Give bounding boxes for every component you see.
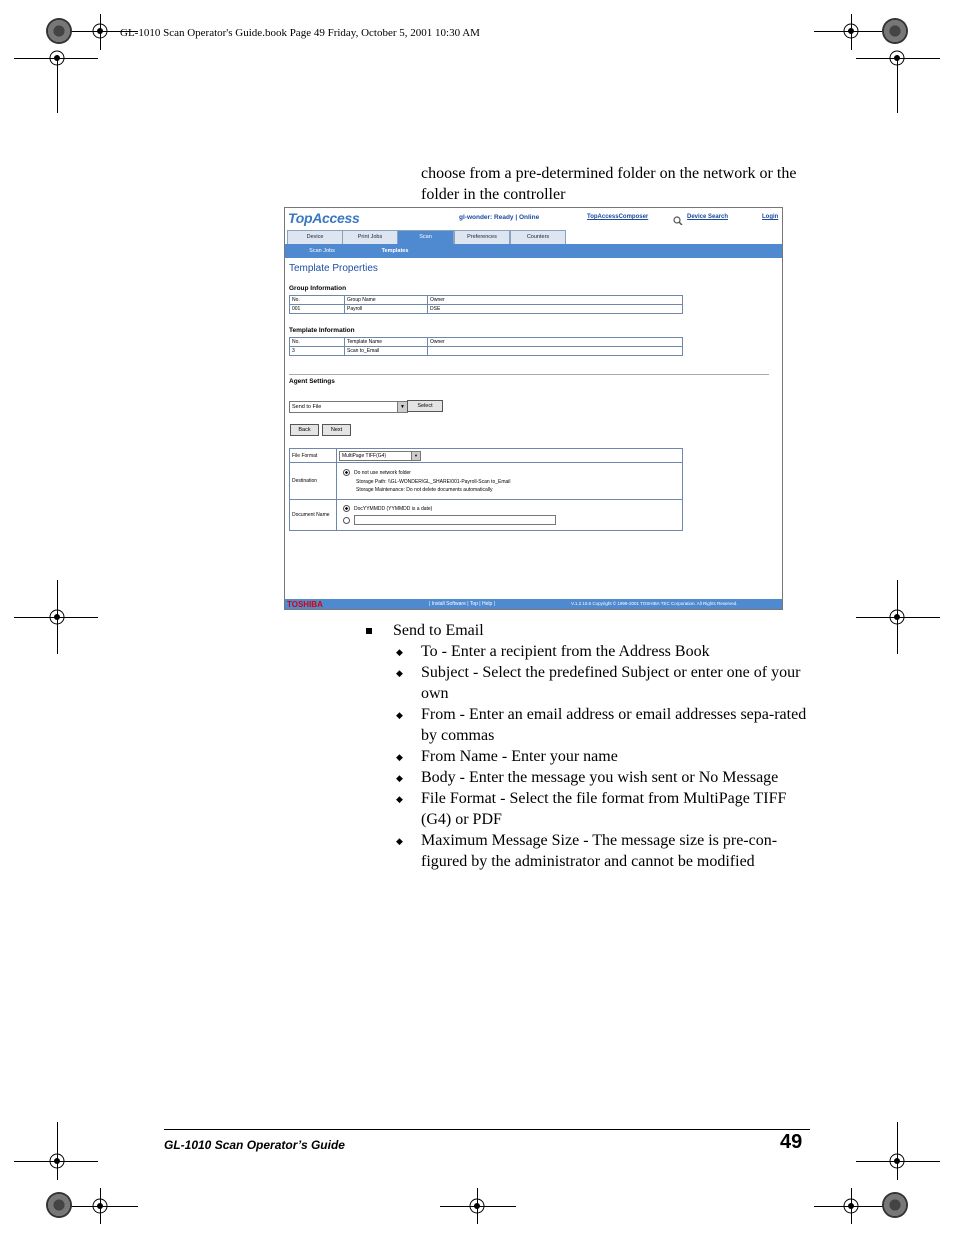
bullet-list bbox=[366, 620, 816, 872]
list-item bbox=[366, 767, 816, 788]
chevron-down-icon: ▼ bbox=[397, 402, 407, 412]
table-cell: No. bbox=[290, 296, 345, 305]
list-item-text: From Name - Enter your name bbox=[421, 748, 618, 765]
color-target-icon bbox=[46, 18, 72, 44]
table-row bbox=[290, 500, 683, 531]
registration-mark-icon bbox=[840, 20, 862, 42]
storage-maintenance: Storage Maintenance: Do not delete documents automatically bbox=[356, 487, 493, 493]
tab-print-jobs[interactable]: Print Jobs bbox=[342, 230, 398, 244]
list-item-text: Subject - Select the predefined Subject or enter one of your own bbox=[421, 664, 801, 702]
diamond-bullet-icon: ◆ bbox=[396, 710, 403, 720]
table-cell: 001 bbox=[290, 305, 345, 314]
registration-mark-icon bbox=[886, 606, 908, 628]
list-item-text: Body - Enter the message you wish sent or No Message bbox=[421, 769, 779, 786]
table-row bbox=[290, 338, 683, 347]
storage-path: Storage Path: \\GL-WONDER\GL_SHARE\001-Payroll-Scan to_Email bbox=[356, 479, 511, 485]
device-search-link[interactable]: Device Search bbox=[687, 214, 729, 220]
group-info-table bbox=[289, 295, 683, 314]
table-row bbox=[290, 449, 683, 463]
list-item-text: Send to Email bbox=[393, 622, 484, 639]
table-row bbox=[290, 463, 683, 500]
agent-settings-label: Agent Settings bbox=[289, 378, 335, 385]
print-header-note: GL-1010 Scan Operator's Guide.book Page 49 Friday, October 5, 2001 10:30 AM bbox=[120, 27, 480, 39]
color-target-icon bbox=[882, 1192, 908, 1218]
diamond-bullet-icon: ◆ bbox=[396, 647, 403, 657]
color-target-icon bbox=[882, 18, 908, 44]
list-item-text: To - Enter a recipient from the Address Book bbox=[421, 643, 710, 660]
list-item bbox=[366, 641, 816, 662]
file-format-label: File Format bbox=[290, 449, 337, 463]
list-item-text: Maximum Message Size - The message size is pre-con-figured by the administrator and cannot be modified bbox=[421, 832, 778, 870]
diamond-bullet-icon: ◆ bbox=[396, 836, 403, 846]
table-cell: Scan to_Email bbox=[345, 347, 428, 356]
document-name-label: Document Name bbox=[290, 500, 337, 531]
diamond-bullet-icon: ◆ bbox=[396, 752, 403, 762]
radio-docname-default[interactable] bbox=[343, 505, 350, 512]
diamond-bullet-icon: ◆ bbox=[396, 794, 403, 804]
tab-device[interactable]: Device bbox=[287, 230, 343, 244]
template-info-label: Template Information bbox=[289, 327, 355, 334]
color-target-icon bbox=[46, 1192, 72, 1218]
table-cell: Group Name bbox=[345, 296, 428, 305]
topaccess-logo: TopAccess bbox=[288, 210, 360, 226]
template-info-table bbox=[289, 337, 683, 356]
agent-settings-table bbox=[289, 448, 683, 531]
table-cell: Owner bbox=[428, 338, 683, 347]
chevron-down-icon: ▼ bbox=[411, 452, 420, 460]
file-format-select[interactable] bbox=[339, 451, 421, 461]
agent-select[interactable] bbox=[289, 401, 408, 413]
table-row bbox=[290, 347, 683, 356]
registration-mark-icon bbox=[89, 20, 111, 42]
registration-mark-icon bbox=[89, 1195, 111, 1217]
table-cell: No. bbox=[290, 338, 345, 347]
back-button[interactable]: Back bbox=[290, 424, 319, 436]
list-item bbox=[366, 620, 816, 641]
tab-preferences[interactable]: Preferences bbox=[454, 230, 510, 244]
table-cell: Owner bbox=[428, 296, 683, 305]
footer-rule bbox=[164, 1129, 810, 1130]
document-name-cell bbox=[337, 500, 683, 531]
divider bbox=[289, 374, 769, 375]
document-name-input[interactable] bbox=[354, 515, 556, 525]
list-item-text: File Format - Select the file format from MultiPage TIFF (G4) or PDF bbox=[421, 790, 787, 828]
destination-cell bbox=[337, 463, 683, 500]
subtab-scan-jobs[interactable]: Scan Jobs bbox=[309, 248, 335, 254]
agent-select-value: Send to File bbox=[292, 404, 322, 410]
registration-mark-icon bbox=[840, 1195, 862, 1217]
radio-dest[interactable] bbox=[343, 469, 350, 476]
intro-paragraph: choose from a pre-determined folder on the network or the folder in the controller bbox=[421, 165, 797, 203]
table-cell: 3 bbox=[290, 347, 345, 356]
registration-mark-icon bbox=[466, 1195, 488, 1217]
tab-counters[interactable]: Counters bbox=[510, 230, 566, 244]
page-title: Template Properties bbox=[289, 263, 378, 274]
main-tabs bbox=[285, 230, 782, 244]
tab-scan[interactable]: Scan bbox=[397, 230, 454, 245]
registration-mark-icon bbox=[886, 47, 908, 69]
table-row bbox=[290, 296, 683, 305]
list-item bbox=[366, 788, 816, 830]
table-cell: Payroll bbox=[345, 305, 428, 314]
search-icon bbox=[673, 212, 683, 221]
file-format-cell bbox=[337, 449, 683, 463]
screenshot-footer bbox=[285, 599, 782, 609]
dest-option: Do not use network folder bbox=[354, 469, 411, 476]
registration-mark-icon bbox=[886, 1150, 908, 1172]
list-item bbox=[366, 662, 816, 704]
square-bullet-icon bbox=[366, 628, 372, 634]
subtab-templates[interactable]: Templates bbox=[381, 248, 409, 254]
table-cell bbox=[428, 347, 683, 356]
table-cell: DSE bbox=[428, 305, 683, 314]
toshiba-logo: TOSHIBA bbox=[287, 600, 323, 609]
topaccess-screenshot bbox=[284, 207, 783, 610]
docname-option: DocYYMMDD (YYMMDD is a date) bbox=[354, 505, 433, 512]
page-number: 49 bbox=[780, 1131, 803, 1153]
registration-mark-icon bbox=[46, 606, 68, 628]
registration-mark-icon bbox=[46, 1150, 68, 1172]
destination-label: Destination bbox=[290, 463, 337, 500]
list-item bbox=[366, 746, 816, 767]
diamond-bullet-icon: ◆ bbox=[396, 773, 403, 783]
list-item-text: From - Enter an email address or email addresses sepa-rated by commas bbox=[421, 706, 807, 744]
table-cell: Template Name bbox=[345, 338, 428, 347]
sub-tabs bbox=[285, 244, 782, 258]
footer-links[interactable]: | Install Software | Top | Help | bbox=[429, 601, 495, 607]
table-row bbox=[290, 305, 683, 314]
diamond-bullet-icon: ◆ bbox=[396, 668, 403, 678]
list-item bbox=[366, 704, 816, 746]
radio-docname-custom[interactable] bbox=[343, 517, 350, 524]
registration-mark-icon bbox=[46, 47, 68, 69]
copyright: V.1.2.10.6 Copyright © 1999-2001 TOSHIBA TEC Corporation. All Rights Reserved. bbox=[571, 601, 738, 606]
composer-link[interactable]: TopAccessComposer bbox=[587, 214, 649, 220]
next-button[interactable]: Next bbox=[322, 424, 351, 436]
list-item bbox=[366, 830, 816, 872]
device-status: gl-wonder: Ready | Online bbox=[459, 214, 540, 221]
login-link[interactable]: Login bbox=[762, 214, 779, 220]
select-button[interactable]: Select bbox=[407, 400, 443, 412]
group-info-label: Group Information bbox=[289, 285, 347, 292]
file-format-value: MultiPage TIFF(G4) bbox=[342, 452, 387, 459]
footer-title: GL-1010 Scan Operator’s Guide bbox=[164, 1138, 345, 1152]
